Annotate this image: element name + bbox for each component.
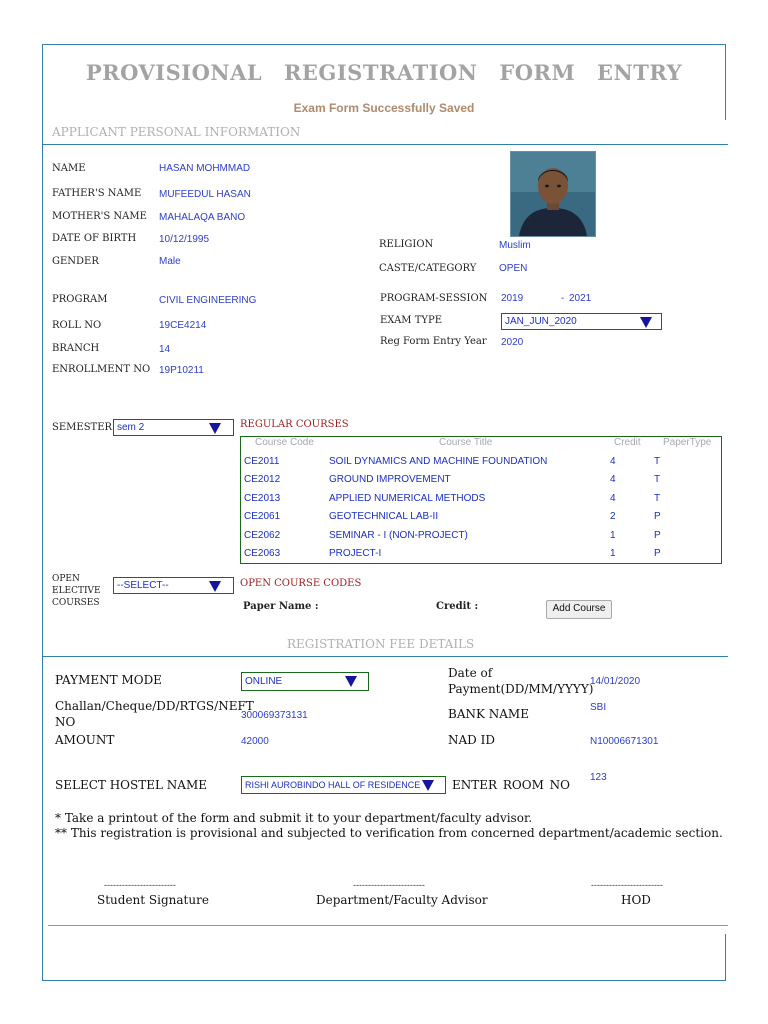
course-paper-type: P (654, 511, 661, 523)
credit-label: Credit : (436, 601, 479, 612)
chevron-down-icon (640, 317, 652, 328)
course-credit: 1 (610, 548, 616, 559)
course-title: PROJECT-I (329, 548, 382, 559)
chevron-down-icon (209, 423, 221, 434)
course-title: GEOTECHNICAL LAB-II (329, 511, 439, 523)
course-paper-type: P (654, 529, 661, 541)
course-paper-type: T (654, 456, 661, 467)
open-elective-label-line3: COURSES (52, 598, 100, 608)
amount-label: AMOUNT (55, 733, 115, 747)
caste-label: CASTE/CATEGORY (379, 263, 477, 274)
program-session-label: PROGRAM-SESSION (380, 293, 488, 304)
note-printout: * Take a printout of the form and submit it to your department/faculty advisor. (55, 811, 533, 825)
open-elective-label-line1: OPEN (52, 574, 80, 584)
open-elective-select[interactable] (113, 577, 234, 594)
payment-mode-label: PAYMENT MODE (55, 673, 162, 687)
chevron-down-icon (422, 780, 434, 791)
exam-type-selected: JAN_JUN_2020 (505, 316, 577, 327)
religion-label: RELIGION (379, 239, 434, 250)
form-border-top (42, 44, 726, 45)
course-credit: 2 (610, 511, 616, 523)
semester-selected: sem 2 (117, 422, 145, 433)
payment-mode-select[interactable] (241, 672, 369, 691)
course-code: CE2061 (244, 511, 281, 523)
payment-date-label-line2: Payment(DD/MM/YYYY) (448, 682, 594, 696)
roll-no-label: ROLL NO (52, 320, 102, 331)
course-paper-type: T (654, 492, 661, 504)
header-course-code: Course Code (255, 437, 314, 448)
open-elective-selected: --SELECT-- (117, 580, 169, 591)
semester-label: SEMESTER (52, 422, 113, 433)
challan-label-line2: NO (55, 715, 76, 729)
dob-value: 10/12/1995 (159, 234, 210, 245)
exam-type-select[interactable] (501, 313, 662, 330)
mother-name-value: MAHALAQA BANO (159, 212, 246, 223)
name-label: NAME (52, 163, 86, 174)
course-credit: 4 (610, 474, 616, 486)
page-title: PROVISIONAL REGISTRATION FORM ENTRY (85, 60, 683, 85)
course-title: SOIL DYNAMICS AND MACHINE FOUNDATION (329, 456, 548, 467)
branch-value: 14 (159, 344, 171, 355)
course-credit: 4 (610, 492, 616, 504)
applicant-photo (510, 151, 596, 237)
room-no-label: ENTER ROOM NO (452, 778, 571, 792)
chevron-down-icon (209, 581, 221, 592)
regular-courses-heading: REGULAR COURSES (240, 419, 349, 430)
form-border-bottom (42, 980, 726, 981)
nad-id-value: N10006671301 (590, 736, 659, 747)
reg-year-value: 2020 (501, 337, 524, 348)
paper-name-label: Paper Name : (243, 601, 319, 612)
hod-signature-label: HOD (621, 893, 651, 907)
gender-value: Male (159, 256, 181, 267)
chevron-down-icon (345, 676, 357, 687)
course-code: CE2062 (244, 529, 281, 541)
fee-section-title: REGISTRATION FEE DETAILS (287, 637, 475, 651)
status-message: Exam Form Successfully Saved (293, 101, 475, 115)
course-paper-type: P (654, 548, 661, 559)
student-signature-line: ------------------------ (104, 880, 176, 890)
reg-year-label: Reg Form Entry Year (380, 336, 487, 347)
hod-signature-line: ------------------------ (591, 880, 663, 890)
department-signature-line: ------------------------ (353, 880, 425, 890)
student-signature-label: Student Signature (97, 893, 209, 907)
name-value: HASAN MOHMMAD (159, 163, 251, 174)
religion-value: Muslim (499, 240, 531, 251)
enrollment-label: ENROLLMENT NO (52, 364, 151, 375)
mother-name-label: MOTHER'S NAME (52, 211, 147, 222)
dob-label: DATE OF BIRTH (52, 233, 137, 244)
room-no-value: 123 (590, 772, 607, 783)
semester-select[interactable] (113, 419, 234, 436)
payment-date-label-line1: Date of (448, 666, 493, 680)
caste-value: OPEN (499, 263, 528, 274)
course-credit: 1 (610, 529, 616, 541)
course-title: GROUND IMPROVEMENT (329, 474, 451, 486)
course-credit: 4 (610, 456, 616, 467)
hostel-label: SELECT HOSTEL NAME (55, 778, 207, 792)
personal-section-divider (42, 144, 728, 145)
course-code: CE2063 (244, 548, 281, 559)
program-session-separator: - (561, 293, 565, 304)
course-title: APPLIED NUMERICAL METHODS (329, 492, 486, 504)
father-name-label: FATHER'S NAME (52, 188, 142, 199)
program-session-end: 2021 (569, 293, 592, 304)
course-paper-type: T (654, 474, 661, 486)
challan-value: 300069373131 (241, 710, 308, 721)
bank-name-value: SBI (590, 702, 607, 713)
enrollment-value: 19P10211 (159, 365, 204, 376)
program-label: PROGRAM (52, 294, 108, 305)
hostel-selected: RISHI AUROBINDO HALL OF RESIDENCE (245, 780, 420, 790)
note-provisional: ** This registration is provisional and subjected to verification from concerned department/academic section. (55, 826, 723, 840)
nad-id-label: NAD ID (448, 733, 495, 747)
gender-label: GENDER (52, 256, 99, 267)
form-border-right-lower (725, 934, 726, 980)
open-elective-label-line2: ELECTIVE (52, 586, 101, 596)
roll-no-value: 19CE4214 (159, 320, 207, 331)
form-border-left (42, 44, 43, 980)
department-signature-label: Department/Faculty Advisor (316, 893, 488, 907)
personal-section-title: APPLICANT PERSONAL INFORMATION (52, 125, 301, 139)
course-code: CE2013 (244, 492, 281, 504)
course-code: CE2011 (244, 456, 280, 467)
header-credit: Credit (614, 437, 641, 448)
hostel-select[interactable] (241, 776, 446, 794)
add-course-button[interactable]: Add Course (546, 600, 612, 619)
payment-mode-selected: ONLINE (245, 676, 283, 687)
exam-type-label: EXAM TYPE (380, 315, 443, 326)
challan-label-line1: Challan/Cheque/DD/RTGS/NEFT (55, 699, 254, 713)
header-course-title: Course Title (439, 437, 493, 448)
course-code: CE2012 (244, 474, 281, 486)
course-title: SEMINAR - I (NON-PROJECT) (329, 529, 468, 541)
amount-value: 42000 (241, 736, 269, 747)
payment-date-value: 14/01/2020 (590, 676, 641, 687)
program-value: CIVIL ENGINEERING (159, 295, 257, 306)
fee-section-divider (42, 656, 728, 657)
branch-label: BRANCH (52, 343, 100, 354)
bank-name-label: BANK NAME (448, 707, 529, 721)
program-session-start: 2019 (501, 293, 524, 304)
footer-divider (48, 925, 728, 926)
father-name-value: MUFEEDUL HASAN (159, 189, 251, 200)
open-course-codes-heading: OPEN COURSE CODES (240, 578, 362, 589)
header-paper-type: PaperType (663, 437, 712, 448)
